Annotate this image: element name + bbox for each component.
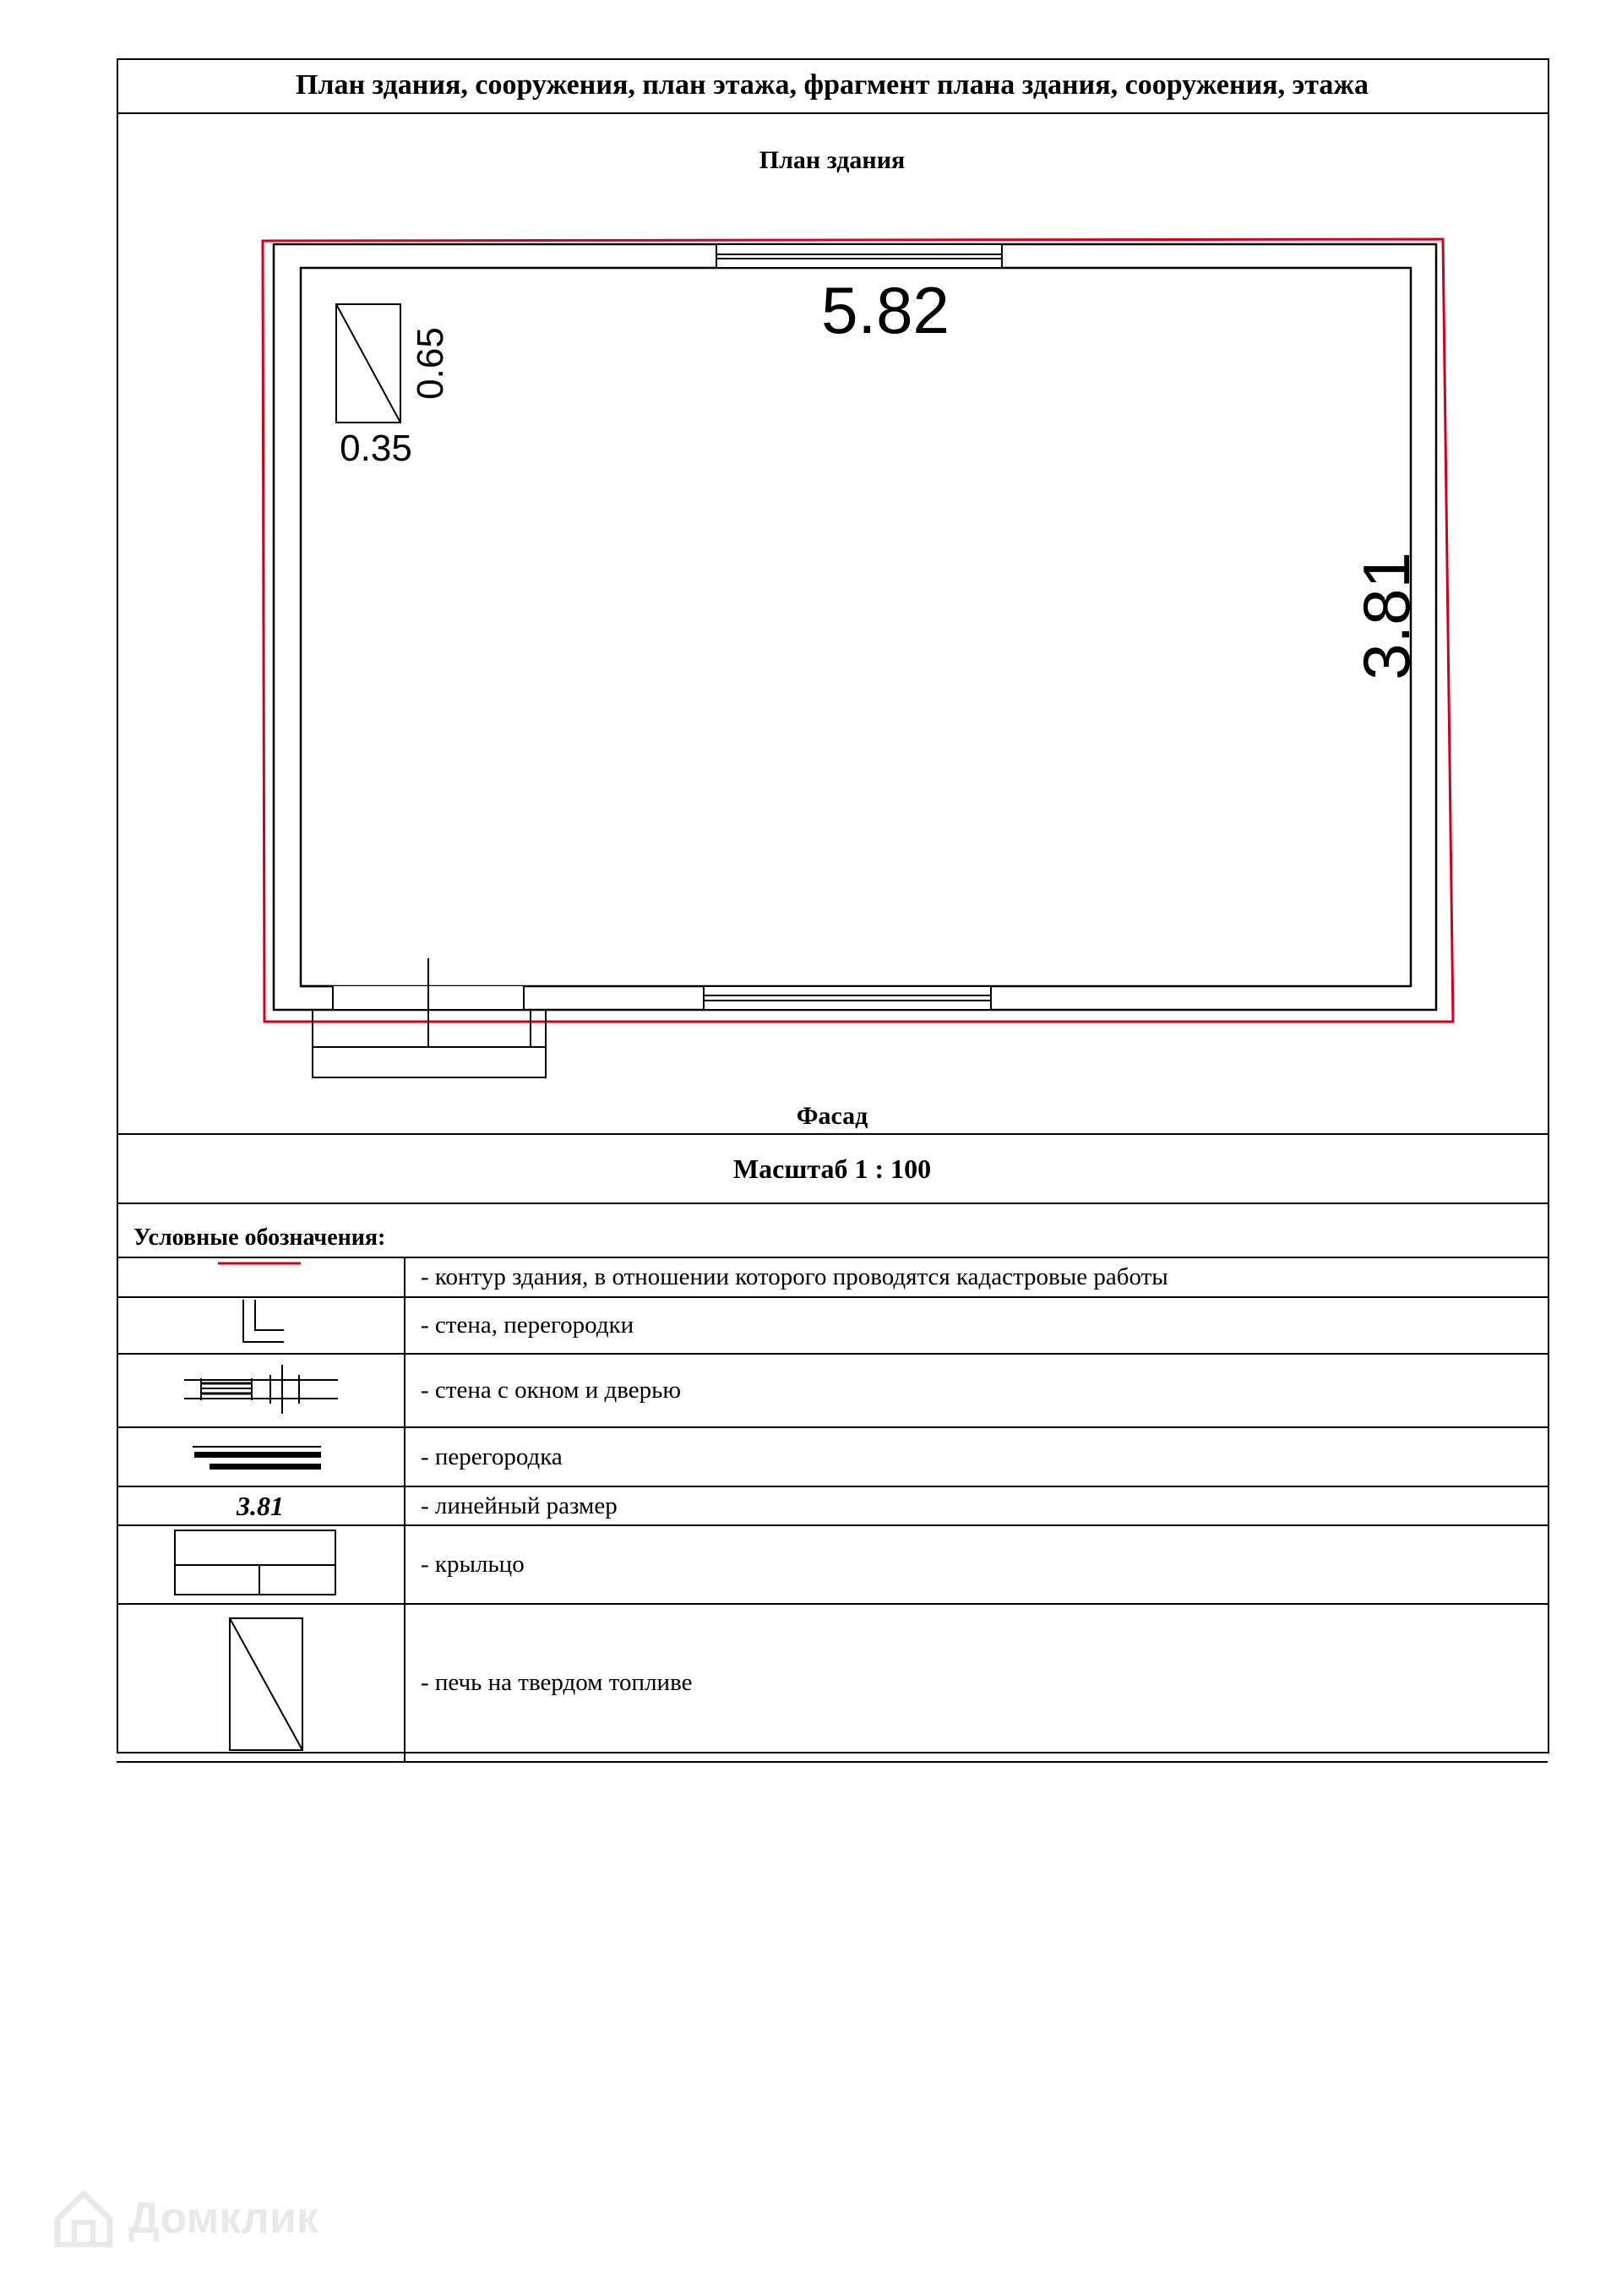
legend-symbol-window-door <box>117 1354 405 1427</box>
porch-icon <box>117 1526 404 1599</box>
legend-text: - перегородка <box>405 1427 1548 1486</box>
legend-table <box>117 1257 1548 1763</box>
legend-row <box>117 1427 1548 1486</box>
legend-symbol-contour <box>117 1257 405 1297</box>
wall-window-door-icon <box>117 1355 404 1422</box>
entry-door <box>301 958 524 1047</box>
legend-symbol-stove <box>117 1604 405 1762</box>
dimension-stove-width-label: 0.35 <box>340 428 412 469</box>
legend-text: - контур здания, в отношении которого проводятся кадастровые работы <box>405 1257 1548 1297</box>
legend-symbol-dimension <box>117 1486 405 1525</box>
dimension-stove-height-label: 0.65 <box>410 327 451 400</box>
wall-corner-icon <box>117 1298 404 1349</box>
legend-text: - стена, перегородки <box>405 1297 1548 1354</box>
legend-symbol-partition <box>117 1427 405 1486</box>
house-logo-icon <box>51 2185 117 2251</box>
document-sheet <box>117 58 1548 1752</box>
legend-row <box>117 1486 1548 1525</box>
legend-row <box>117 1354 1548 1427</box>
partition-icon <box>117 1430 404 1481</box>
legend-text: - стена с окном и дверью <box>405 1354 1548 1427</box>
legend-row <box>117 1297 1548 1354</box>
dimension-height-label: 3.81 <box>1349 552 1423 680</box>
watermark-text: Домклик <box>128 2194 318 2243</box>
scale-label: Масштаб 1 : 100 <box>117 1133 1548 1204</box>
legend-text: - линейный размер <box>405 1486 1548 1525</box>
legend-row <box>117 1525 1548 1604</box>
inner-wall <box>301 268 1411 986</box>
top-window <box>716 244 1002 268</box>
document-title: План здания, сооружения, план этажа, фрагмент плана здания, сооружения, этажа <box>117 58 1548 114</box>
watermark <box>51 2185 318 2251</box>
legend-title: Условные обозначения: <box>133 1224 386 1251</box>
facade-caption: Фасад <box>796 1102 868 1130</box>
stove-symbol <box>336 304 400 423</box>
legend-row <box>117 1257 1548 1297</box>
dimension-sample: 3.81 <box>237 1490 284 1521</box>
red-contour-icon <box>117 1258 404 1292</box>
plan-caption: План здания <box>759 146 906 174</box>
legend-text: - печь на твердом топливе <box>405 1604 1548 1762</box>
legend-text: - крыльцо <box>405 1525 1548 1604</box>
legend-symbol-wall <box>117 1297 405 1354</box>
legend-row <box>117 1604 1548 1762</box>
dimension-width-label: 5.82 <box>821 273 950 347</box>
stove-icon <box>117 1605 404 1757</box>
bottom-window <box>704 986 991 1010</box>
legend-symbol-porch <box>117 1525 405 1604</box>
building-plan-drawing <box>117 58 1548 1133</box>
